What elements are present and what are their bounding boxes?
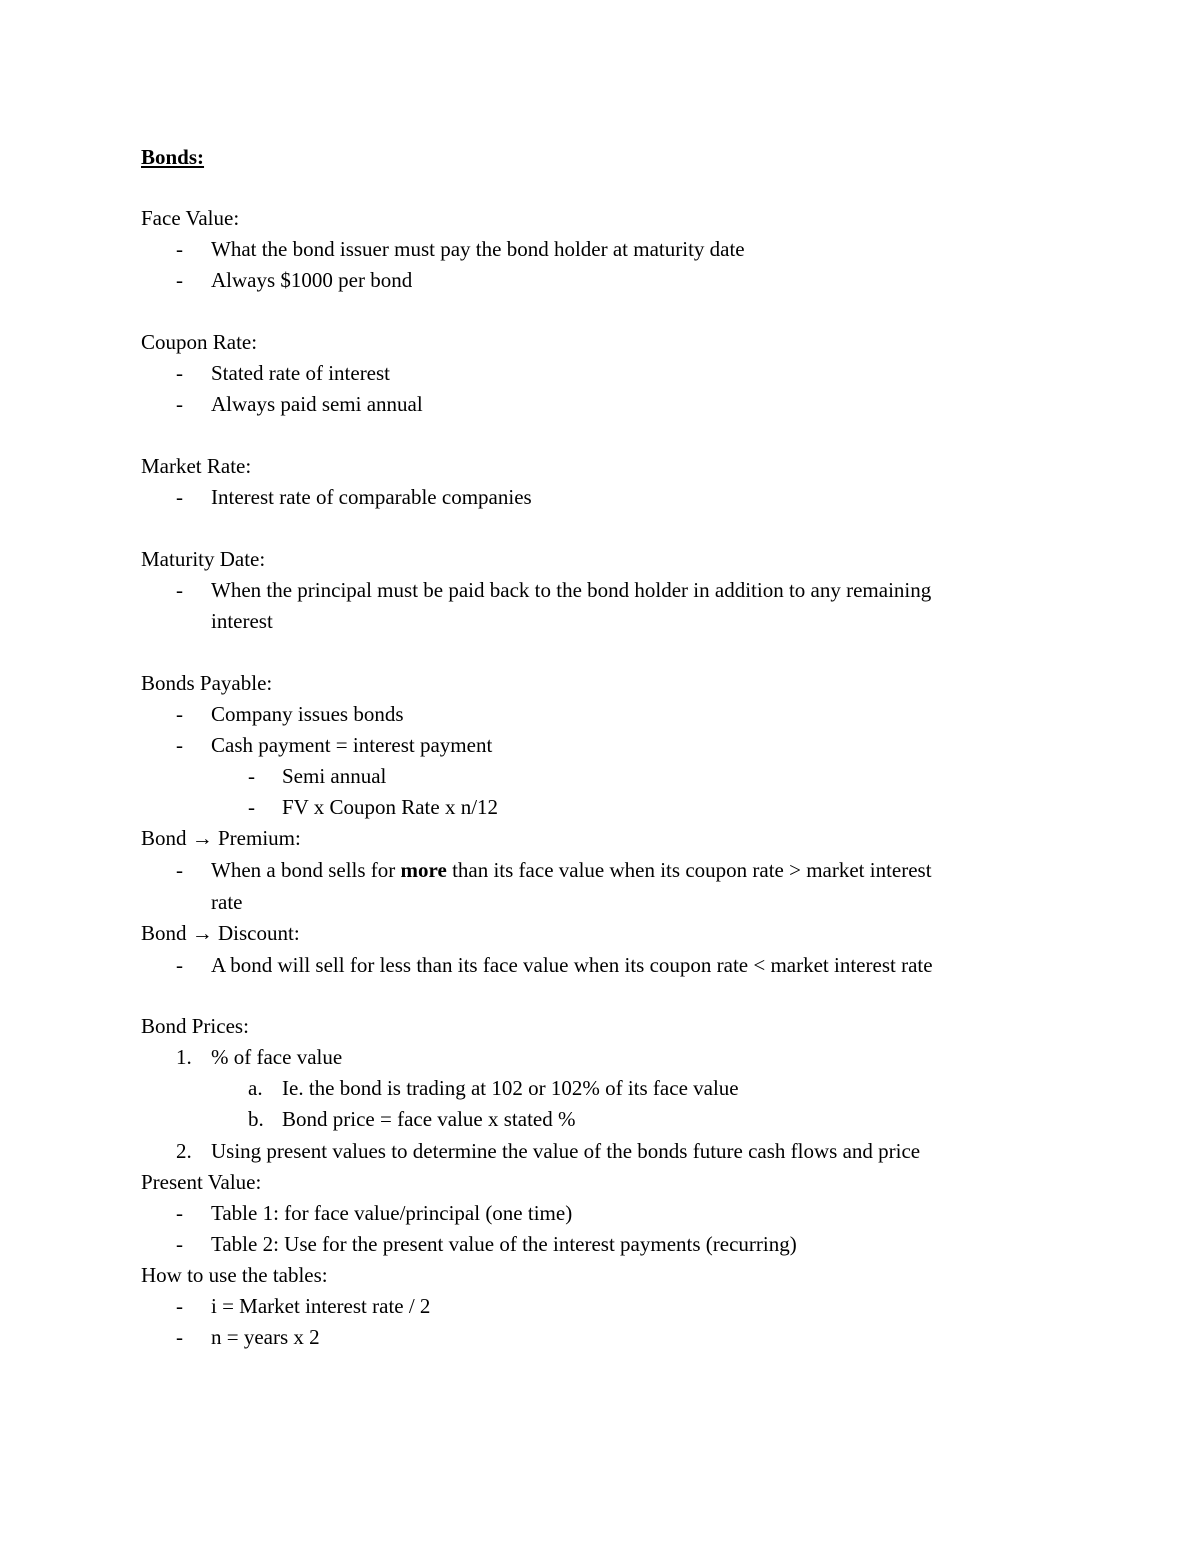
bullet-dash: - <box>176 268 183 292</box>
list-item: A bond will sell for less than its face value when its coupon rate < market interest rate <box>211 953 933 977</box>
list-item: Stated rate of interest <box>211 361 391 385</box>
sub-bullet-dash: - <box>248 795 255 819</box>
bullet-dash: - <box>176 485 183 509</box>
bullet-dash: - <box>176 702 183 726</box>
sub-list-item: Semi annual <box>282 764 387 788</box>
bullet-dash: - <box>176 1294 183 1318</box>
list-number: 2. <box>176 1139 192 1163</box>
premium-text-after: than its face value when its coupon rate > market interest <box>446 858 932 882</box>
list-item-continuation: rate <box>211 890 243 914</box>
list-letter: a. <box>248 1076 263 1100</box>
list-number: 1. <box>176 1045 192 1069</box>
bullet-dash: - <box>176 578 183 602</box>
lettered-item: Ie. the bond is trading at 102 or 102% of its face value <box>282 1076 739 1100</box>
section-heading-bond-prices: Bond Prices: <box>141 1014 249 1038</box>
section-heading-bonds-payable: Bonds Payable: <box>141 671 273 695</box>
list-item: Table 1: for face value/principal (one time) <box>211 1201 573 1225</box>
numbered-item: % of face value <box>211 1045 343 1069</box>
premium-bold-word: more <box>400 858 447 882</box>
section-heading-discount: Bond → Discount: <box>141 921 300 945</box>
bullet-dash: - <box>176 1232 183 1256</box>
bullet-dash: - <box>176 953 183 977</box>
list-item: Interest rate of comparable companies <box>211 485 532 509</box>
list-letter: b. <box>248 1107 264 1131</box>
section-heading-face-value: Face Value: <box>141 206 240 230</box>
section-heading-premium: Bond → Premium: <box>141 826 301 850</box>
list-item: i = Market interest rate / 2 <box>211 1294 431 1318</box>
section-heading-market-rate: Market Rate: <box>141 454 252 478</box>
list-item: What the bond issuer must pay the bond holder at maturity date <box>211 237 745 261</box>
numbered-item: Using present values to determine the value of the bonds future cash flows and price <box>211 1139 921 1163</box>
lettered-item: Bond price = face value x stated % <box>282 1107 576 1131</box>
list-item: Always paid semi annual <box>211 392 423 416</box>
list-item: When the principal must be paid back to the bond holder in addition to any remaining <box>211 578 932 602</box>
premium-text-before: When a bond sells for <box>211 858 401 882</box>
list-item: Cash payment = interest payment <box>211 733 493 757</box>
sub-list-item: FV x Coupon Rate x n/12 <box>282 795 499 819</box>
sub-bullet-dash: - <box>248 764 255 788</box>
list-item-continuation: interest <box>211 609 273 633</box>
bullet-dash: - <box>176 237 183 261</box>
list-item: Company issues bonds <box>211 702 404 726</box>
section-heading-coupon-rate: Coupon Rate: <box>141 330 258 354</box>
section-heading-maturity-date: Maturity Date: <box>141 547 266 571</box>
bullet-dash: - <box>176 733 183 757</box>
bullet-dash: - <box>176 1325 183 1349</box>
list-item: Table 2: Use for the present value of the interest payments (recurring) <box>211 1232 797 1256</box>
list-item: n = years x 2 <box>211 1325 320 1349</box>
bullet-dash: - <box>176 1201 183 1225</box>
list-item: Always $1000 per bond <box>211 268 413 292</box>
list-item <box>211 860 932 881</box>
section-heading-how-to-use: How to use the tables: <box>141 1263 328 1287</box>
bullet-dash: - <box>176 361 183 385</box>
bullet-dash: - <box>176 858 183 882</box>
section-heading-present-value: Present Value: <box>141 1170 262 1194</box>
page-title: Bonds: <box>141 145 205 169</box>
bullet-dash: - <box>176 392 183 416</box>
